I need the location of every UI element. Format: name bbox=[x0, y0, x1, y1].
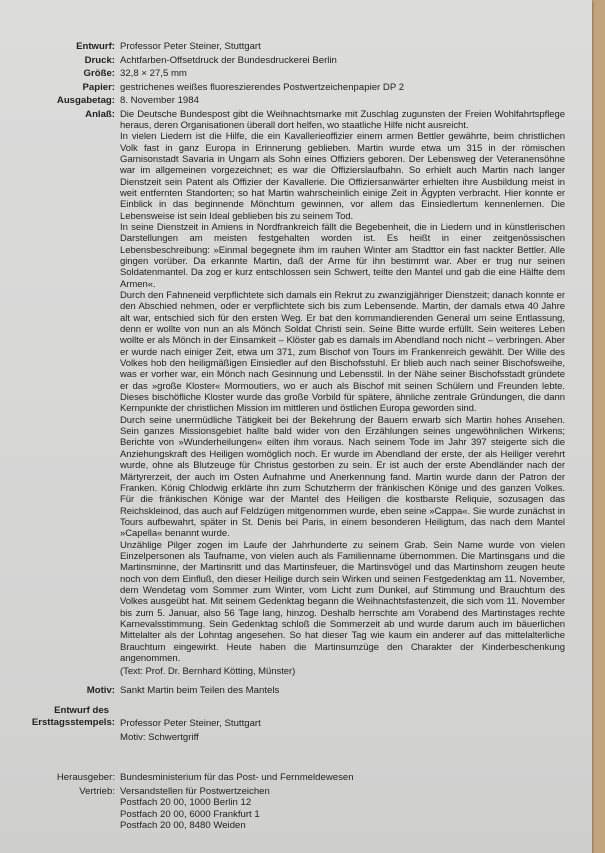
label: Druck: bbox=[84, 54, 115, 66]
label-line: Ersttagsstempels: bbox=[31, 716, 115, 728]
address-line: Versandstellen für Postwertzeichen bbox=[120, 785, 270, 797]
value: Bundesministerium für das Post- und Fernmeldewesen bbox=[120, 772, 354, 784]
label: Anlaß: bbox=[85, 108, 115, 120]
label: Herausgeber: bbox=[56, 772, 115, 784]
label-line: Entwurf des bbox=[54, 704, 109, 716]
spacer bbox=[0, 746, 592, 772]
field-ersttagsstempel bbox=[0, 705, 590, 745]
address-line: Postfach 20 00, 6000 Frankfurt 1 bbox=[120, 808, 260, 820]
field-vertrieb bbox=[0, 786, 590, 832]
label: Entwurf: bbox=[76, 41, 115, 52]
field-groesse bbox=[0, 68, 590, 80]
paragraph: Unzählige Pilger zogen im Laufe der Jahrhunderte zu seinem Grab. Sein Name wurde von vielen Einzelpersonen als Taufname, von vielen auch als Familienname übernommen. Die Martinsgans und die Martinsminne, der Martinsritt und das Martinsfeuer, die Martinsvögel und das Martinshorn zeugen heute noch von dem Einfluß, den dieser Heilige durch sein Wirken und seinen Festgedenktag am 11. November, dem Wendetag vom Sommer zum Winter, vom Licht zum Dunkel, auf Stimmung und Brauchtum des Volkes ausgeübt hat. Mit seinem Gedenktag begann die Weihnachtsfastenzeit, die sich vom 11. November bis zum 5. Januar, also 56 Tage lang, hinzog. Deshalb herrschte am Vorabend des Martinstages rechte Karnevalsstimmung. Sein Gedenktag schloß die Sommerzeit ab und wurde darum auch im bäuerlichen Mittelalter als der Lohntag angesehen. So hat dieser Tag wie kaum ein anderer auf das mittelalterliche Brauchtum eingewirkt. Heute haben die Martinsumzüge den Charakter der Kinderbeschenkung angenommen. bbox=[120, 539, 565, 664]
field-papier bbox=[0, 82, 590, 94]
field-anlass bbox=[0, 109, 590, 678]
label bbox=[0, 705, 120, 729]
value: Achtfarben-Offsetdruck der Bundesdruckerei Berlin bbox=[120, 54, 337, 66]
stempel-designer: Professor Peter Steiner, Stuttgart bbox=[120, 717, 261, 729]
label: Ausgabetag: bbox=[56, 95, 115, 106]
value bbox=[120, 786, 565, 832]
stempel-motiv: Motiv: Schwertgriff bbox=[120, 731, 199, 743]
value: Professor Peter Steiner, Stuttgart bbox=[120, 41, 261, 52]
label: Papier: bbox=[82, 81, 115, 93]
value: 32,8 × 27,5 mm bbox=[120, 68, 187, 79]
label: Größe: bbox=[83, 68, 115, 79]
anlass-text bbox=[120, 109, 565, 678]
field-druck bbox=[0, 55, 590, 67]
label: Motiv: bbox=[86, 685, 115, 697]
value: 8. November 1984 bbox=[120, 95, 199, 106]
value: gestrichenes weißes fluoreszierendes Postwertzeichenpapier DP 2 bbox=[120, 81, 405, 93]
field-herausgeber bbox=[0, 772, 590, 784]
text-credit: (Text: Prof. Dr. Bernhard Kötting, Münster) bbox=[120, 666, 296, 678]
value bbox=[120, 705, 565, 745]
address-line: Postfach 20 00, 8480 Weiden bbox=[120, 820, 246, 832]
paragraph: Durch den Fahneneid verpflichtete sich damals ein Rekrut zu zwanzigjähriger Dienstzeit; danach konnte er den Abschied nehmen, oder er verpflichtete sich bis zum Lebensende. Martin, der damals etwa 40 Jahre alt war, entschied sich für den ersten Weg. Er bat den kommandierenden General um seine Entlassung, denn er wollte von nun an als Mönch Soldat Christi sein. Seine Bitte wurde erfüllt. Sein weiteres Leben wollte er als Mönch in der Einsamkeit – Klöster gab es damals im Abendland noch nicht – verbringen. Aber er wurde nach einiger Zeit, etwa um 371, zum Bischof von Tours im Frankenreich gewählt. Der Wille des Volkes hob den heiligmäßigen Einsiedler auf den Bischofsstuhl. Er blieb auch nach seiner Bischofsweihe, was er vorher war, ein Mönch nach Gesinnung und Lebensstil. In der Nähe seiner Bischofsstadt gründete er das »große Kloster« Mormoutiers, wo er auch als Bischof mit seinen Schülern und Freunden lebte. Dieses bischöfliche Kloster wurde das große Vorbild für spätere, ähnliche zentrale Gründungen, die dann Kernpunkte der christlichen Mission im mittleren und östlichen Europa geworden sind. bbox=[120, 290, 565, 415]
field-entwurf bbox=[0, 41, 590, 53]
field-motiv bbox=[0, 685, 590, 697]
field-ausgabetag bbox=[0, 95, 590, 107]
paragraph: Durch seine unermüdliche Tätigkeit bei der Bekehrung der Bauern erwarb sich Martin hohes Ansehen. Sein ganzes Missionsgebiet hallte bald wider von den Erzählungen seines ungewöhnlichen Wirkens; Berichte von »Wunderheilungen« eilten ihm voraus. Nach seinem Tode im Jahr 397 steigerte sich die Anziehungskraft des Heiligen womöglich noch. Er wurde im Abendland der erste, der als Heiliger verehrt wurde, ohne als Blutzeuge für Christus gestorben zu sein. Er ist auch der erste Abendländer nach der Märtyrerzeit, der auch im Osten Aufnahme und Anerkennung fand. Martin wurde dann der Patron der Franken. König Chlodwig erklärte ihn zum Schutzherrn der fränkischen Könige und des ganzen Volkes. Für die fränkischen Könige war der Mantel des Heiligen die kostbarste Reliquie, sozusagen das Reichskleinod, das auch auf Feldzügen mitgenommen wurde, eben seine »Cappa«. Sie wurde zunächst in Tours aufbewahrt, später in St. Denis bei Paris, in einem besonderen Heiligtum, das nach dem Mantel »Capella« benannt wurde. bbox=[120, 414, 565, 540]
paragraph: In vielen Liedern ist die Hilfe, die ein Kavallerieoffizier einem armen Bettler gewährte, beim christlichen Volk fast in ganz Europa in Erinnerung geblieben. Martin wurde etwa um 315 in der römischen Garnisonstadt Savaria in Ungarn als Sohn eines Offiziers geboren. Der Lebensweg der Veteranensöhne war im allgemeinen vorgezeichnet; es war die Offizierslaufbahn. So erhielt auch Martin nach langer Dienstzeit sein Patent als Offizier der Kavallerie. Die Offiziersanwärter erhielten ihre Ausbildung meist in weit entfernten Standorten; so hat Martin wahrscheinlich einige Zeit in Ägypten verbracht. Hier konnte er Einblick in das beginnende Mönchtum gewinnen, vor allem das Einsiedlertum kennenlernen. Die Lebensweise ist sein Ideal geblieben bis zu seinem Tod. bbox=[120, 131, 565, 222]
value: Sankt Martin beim Teilen des Mantels bbox=[120, 685, 280, 697]
label: Vertrieb: bbox=[79, 785, 115, 797]
paragraph: Die Deutsche Bundespost gibt die Weihnachtsmarke mit Zuschlag zugunsten der Freien Wohlfahrtspflege heraus, deren Organisationen überall dort helfen, wo staatliche Hilfe nicht ausreicht. bbox=[120, 108, 565, 131]
address-line: Postfach 20 00, 1000 Berlin 12 bbox=[120, 797, 252, 809]
paragraph: In seine Dienstzeit in Amiens in Nordfrankreich fällt die Begebenheit, die in Liedern und in künstlerischen Darstellungen am meisten festgehalten worden ist. Es heißt in einer zeitgenössischen Lebensbeschreibung: »Einmal begegnete ihm im rauhen Winter am Stadttor ein fast nackter Bettler. Alle gingen vorüber. Da erkannte Martin, daß der Arme für ihn bestimmt war. Aber er trug nur seinen Soldatenmantel. Da zog er kurz entschlossen sein Schwert, teilte den Mantel und gab die eine Hälfte dem Armen«. bbox=[120, 221, 565, 290]
